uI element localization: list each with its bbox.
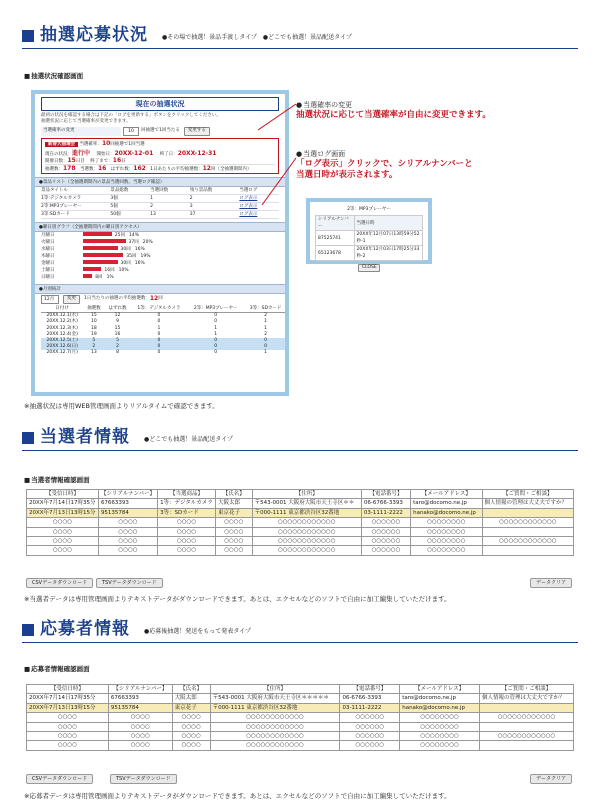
weekday-count: 16回 (104, 268, 115, 273)
daily-cell: 0 (214, 319, 218, 325)
popup-header-cell: 当選日時 (354, 216, 422, 231)
applicants-csv-button[interactable]: CSVデータダウンロード (26, 774, 93, 784)
popup-close-button[interactable]: CLOSE (358, 264, 380, 272)
prize-cell: 景品タイトル (41, 188, 68, 193)
prize-cell: 50個 (110, 212, 121, 217)
prize-cell: 2等:MP3プレーヤー (41, 204, 82, 209)
log-view-link[interactable]: ログ表示 (239, 196, 258, 201)
weekday-count: 25回 (114, 233, 125, 238)
table-cell: hanako@docomo.ne.jp (411, 508, 482, 517)
table-cell: 〒543-0001 大阪府大阪市天王寺区＊＊ (252, 499, 361, 508)
table-row (27, 527, 574, 536)
weekday-percent: 10% (118, 268, 129, 273)
popup-header-cell: シリアルナンバー (316, 216, 355, 231)
prize-cell: 3等:SDカード (41, 212, 70, 217)
winners-clear-button[interactable]: データクリア (530, 578, 572, 588)
month-select[interactable]: 12月 (41, 295, 59, 304)
subheading-applicants: ■ 応募者情報確認画面 (24, 664, 90, 673)
month-select-row: 12月 変更 1日当たりの抽選の平均抽選数： 12 回 (41, 295, 279, 304)
prize-cell: 1等:デジタルカメラ (41, 196, 82, 201)
prize-cell: 13 (150, 212, 156, 217)
section-title-winners (22, 428, 233, 446)
popup-cell: 20XX年12月07日13時59分52秒-1 (354, 231, 422, 246)
table-cell: ○○○○ (27, 741, 109, 750)
daily-header-cell: はずれ数 (108, 306, 127, 311)
table-cell: ○○○○ (158, 518, 216, 527)
callout-win-log: ● 当選ログ画面 「ログ表示」クリックで、シリアルナンバーと 当選日時が表示されます。 (296, 149, 473, 181)
weekday-percent: 20% (142, 240, 153, 245)
applicants-clear-button[interactable]: データクリア (530, 774, 572, 784)
table-cell: ○○○○○○○○ (411, 527, 482, 536)
prize-cell: 1 (150, 196, 153, 201)
header-cell: 【メールアドレス】 (400, 685, 480, 694)
prize-cell: 残り景品数 (189, 188, 213, 193)
table-cell (482, 546, 573, 555)
table-row (27, 546, 574, 555)
header-cell: 【氏名】 (216, 490, 253, 499)
section-title-applicants (22, 620, 251, 638)
daily-cell: 1 (264, 325, 268, 331)
table-cell: taro@docomo.ne.jp (411, 499, 482, 508)
table-cell: 03-1111-2222 (361, 508, 410, 517)
table-row (27, 713, 574, 722)
header-cell: 【氏名】 (172, 685, 210, 694)
daily-cell: 20XX.12.6(日) (46, 344, 78, 350)
section-tags: ●その場で抽選！景品手渡しタイプ ●どこでも抽選！景品配送タイプ (162, 34, 352, 41)
weekday-percent: 1% (106, 275, 114, 280)
weekday-percent: 14% (128, 233, 139, 238)
table-cell: 〒000-1111 東京都渋谷区32番地 (252, 508, 361, 517)
table-row (27, 703, 574, 712)
table-cell: ○○○○ (158, 537, 216, 546)
table-cell: taro@docomo.ne.jp (400, 694, 480, 703)
daily-cell: 2 (264, 313, 268, 319)
weekday-count: 30回 (120, 247, 131, 252)
popup-row (316, 231, 423, 246)
daily-cell: 20XX.12.4(金) (46, 331, 78, 337)
header-cell: 【住所】 (252, 490, 361, 499)
title-square-icon (22, 624, 34, 636)
table-cell: ○○○○○○○○○○○○ (252, 527, 361, 536)
prize-cell: 当選ログ (239, 188, 258, 193)
daily-cell: 0 (214, 338, 218, 344)
table-cell: 06-6766-3393 (340, 694, 400, 703)
daily-cell: 0 (157, 331, 161, 337)
table-cell: 67663393 (108, 694, 172, 703)
daily-header-cell: 抽選数 (87, 306, 101, 311)
table-cell: ○○○○○○ (340, 713, 400, 722)
header-cell: 【受信日時】 (27, 490, 99, 499)
header-cell: 【電話番号】 (361, 490, 410, 499)
daily-header-cell: 1等：デジタルカメラ (137, 306, 181, 311)
prize-list-bar: ●景品リスト（全抽選期間内の景品当選回数、当選ログ確認） (35, 177, 285, 187)
table-cell: ○○○○ (216, 546, 253, 555)
table-header (27, 490, 574, 499)
weekday-label: 火曜日 (41, 240, 55, 245)
table-cell: ○○○○○○○○ (400, 713, 480, 722)
weekday-graph-bar: ●曜日別グラフ（全抽選期間内の曜日別アクセス） (35, 222, 285, 232)
subheading-winners: ■ 当選者情報確認画面 (24, 475, 90, 484)
win-log-popup (306, 198, 432, 270)
table-cell: ○○○○○○○○○○○○ (252, 518, 361, 527)
table-cell: ○○○○○○○○○○○○ (482, 518, 573, 527)
title-square-icon (22, 432, 34, 444)
daily-cell: 18 (90, 325, 97, 331)
table-cell: ○○○○○○○○○○○○ (210, 741, 340, 750)
daily-cell: 5 (116, 338, 119, 344)
table-row (27, 518, 574, 527)
section-divider (22, 642, 578, 643)
daily-header (41, 306, 287, 313)
table-cell: 03-1111-2222 (340, 703, 400, 712)
rate-input[interactable]: 10 (123, 127, 139, 136)
table-cell: ○○○○○○○○ (400, 732, 480, 741)
prize-cell: 5個 (110, 204, 118, 209)
table-cell: ○○○○ (108, 741, 172, 750)
weekday-label: 水曜日 (41, 247, 55, 252)
table-cell: ○○○○ (216, 518, 253, 527)
table-cell: ○○○○ (108, 732, 172, 741)
table-cell: ○○○○○○○○ (400, 722, 480, 731)
daily-cell: 2 (264, 331, 268, 337)
table-cell: ○○○○ (216, 527, 253, 536)
campaign-badge: 新春大抽選会 (45, 142, 78, 147)
table-cell: ○○○○ (158, 546, 216, 555)
daily-cell: 20XX.12.3(木) (46, 325, 78, 331)
table-cell: ○○○○ (27, 722, 109, 731)
table-cell: 大阪太郎 (172, 694, 210, 703)
daily-cell: 0 (157, 319, 161, 325)
table-cell: ○○○○ (98, 546, 157, 555)
table-cell: 67663393 (98, 499, 157, 508)
table-cell: ○○○○ (216, 537, 253, 546)
table-cell: ○○○○○○○○ (411, 518, 482, 527)
table-row (27, 741, 574, 750)
section-divider (22, 450, 578, 451)
table-cell: ○○○○○○○○○○○○ (210, 732, 340, 741)
table-cell: ○○○○○○○○○○○○ (482, 537, 573, 546)
daily-cell: 2 (116, 344, 119, 350)
log-view-link[interactable]: ログ表示 (239, 212, 258, 217)
table-cell: 1等：デジタルカメラ (158, 499, 216, 508)
subheading-draw-status: ■ 抽選状況確認画面 (24, 71, 83, 80)
daily-cell: 20XX.12.2(木) (46, 319, 78, 325)
daily-cell: 15 (90, 313, 97, 319)
table-row (27, 732, 574, 741)
table-cell: ○○○○○○ (361, 537, 410, 546)
popup-header (316, 216, 423, 231)
daily-cell: 0 (214, 344, 218, 350)
weekday-percent: 16% (134, 261, 145, 266)
daily-cell: 10 (90, 319, 97, 325)
popup-cell: 87525741 (316, 231, 355, 246)
applicants-note: ※応募者データは専用管理画面よりテキストデータがダウンロードできます。あとは、エクセルなどのソフトで自由に加工編集していただけます。 (24, 792, 451, 800)
table-cell: 3等：SDカード (158, 508, 216, 517)
table-cell: 20XX年7月14日17時35分 (27, 499, 99, 508)
daily-cell: 0 (214, 313, 218, 319)
table-cell: ○○○○ (172, 713, 210, 722)
table-cell: 大阪太郎 (216, 499, 253, 508)
campaign-box: 新春大抽選会 当選確率：10回抽選で1回当選 現在の状況：進行中 開始日：20XX-12-01 終了日：20XX-12-31 開催日数：15日目 終了まで：16日 抽選数：178 当選数：16 はずれ数：162 1日あたりの平均抽選数：12回（全抽選期間内） (41, 138, 279, 174)
table-cell: ○○○○○○○○○○○○ (480, 713, 574, 722)
daily-stats-table (41, 306, 287, 357)
table-cell: ○○○○○○ (340, 741, 400, 750)
weekday-label: 金曜日 (41, 261, 55, 266)
daily-cell: 0 (264, 344, 268, 350)
table-cell: 個人情報の管理は大丈夫ですか？ (480, 694, 574, 703)
screen-intro: 最初の状況を確認する場合は下記の「ログを更新する」ボタンをクリックしてください。 抽選状況に応じて当選確率が変更できます。 (41, 113, 221, 124)
daily-header-cell: 日付け (55, 306, 69, 311)
prize-cell: 2 (150, 204, 153, 209)
header-cell: 【受信日時】 (27, 685, 109, 694)
table-cell (482, 527, 573, 536)
winners-note: ※当選者データは専用管理画面よりテキストデータがダウンロードできます。あとは、エクセルなどのソフトで自由に加工編集していただけます。 (24, 595, 451, 603)
daily-cell: 20XX.12.5(土) (46, 338, 78, 344)
table-cell: ○○○○○○ (361, 527, 410, 536)
table-header (27, 685, 574, 694)
table-cell: ○○○○ (27, 518, 99, 527)
daily-cell: 1 (214, 325, 218, 331)
table-row (27, 508, 574, 517)
table-cell: 〒000-1111 東京都渋谷区32番地 (210, 703, 340, 712)
rate-change-row: 当選確率の変更 10 回抽選で1回当たる 変更する (41, 127, 279, 136)
table-cell: 20XX年7月13日13時15分 (27, 508, 99, 517)
prize-cell: 2 (189, 196, 193, 201)
log-view-link[interactable]: ログ表示 (239, 204, 258, 209)
table-cell: ○○○○ (172, 722, 210, 731)
monthly-stats-bar: ●月別統計 (35, 284, 285, 294)
month-change-button[interactable]: 変更 (63, 295, 80, 304)
table-cell: ○○○○ (108, 713, 172, 722)
section-tags: ●応募後抽選！発送をもって発表タイプ (144, 628, 251, 635)
table-cell: ○○○○○○ (340, 722, 400, 731)
daily-cell: 8 (116, 350, 119, 356)
table-row (27, 537, 574, 546)
section-heading: 当選者情報 (40, 427, 130, 447)
daily-cell: 1 (157, 325, 161, 331)
daily-header-cell: 2等：MP3プレーヤー (193, 306, 238, 311)
table-cell: ○○○○○○○○ (411, 537, 482, 546)
applicants-table (26, 684, 574, 751)
weekday-label: 月曜日 (41, 233, 55, 238)
table-row (27, 722, 574, 731)
popup-title: 2等：MP3プレーヤー (347, 207, 391, 212)
callout-rate-change: ● 当選確率の変更 抽選状況に応じて当選確率が自由に変更できます。 (296, 100, 491, 121)
table-cell: ○○○○ (27, 537, 99, 546)
table-cell: ○○○○○○○○ (411, 546, 482, 555)
header-cell: 【シリアルナンバー】 (108, 685, 172, 694)
prize-cell: 当選回数 (150, 188, 169, 193)
daily-cell: 1 (264, 350, 268, 356)
daily-cell: 15 (114, 325, 121, 331)
daily-cell: 9 (116, 319, 119, 325)
table-cell: hanako@docomo.ne.jp (400, 703, 480, 712)
header-cell: 【シリアルナンバー】 (98, 490, 157, 499)
daily-cell: 1 (264, 319, 268, 325)
daily-cell: 2 (92, 344, 96, 350)
daily-cell: 0 (157, 313, 161, 319)
header-cell: 【住所】 (210, 685, 340, 694)
section-heading: 抽選応募状況 (40, 25, 148, 45)
screen-title: 現在の抽選状況 (41, 97, 279, 111)
weekday-count: 30回 (120, 261, 131, 266)
table-cell: ○○○○ (98, 537, 157, 546)
daily-cell: 0 (157, 344, 161, 350)
table-cell: ○○○○ (158, 527, 216, 536)
table-row (27, 694, 574, 703)
table-cell: ○○○○ (98, 518, 157, 527)
prize-cell: 景品総数 (110, 188, 129, 193)
prize-cell: 3 (189, 204, 193, 209)
daily-cell: 16 (114, 331, 121, 337)
table-cell (482, 508, 573, 517)
table-cell: ○○○○○○○○○○○○ (252, 546, 361, 555)
weekday-count: 35回 (126, 254, 137, 259)
applicants-tsv-button[interactable]: TSVデータダウンロード (110, 774, 177, 784)
table-cell (480, 741, 574, 750)
weekday-percent: 16% (134, 247, 145, 252)
daily-row (41, 350, 287, 356)
table-cell: 〒543-0001 大阪府大阪市天王寺区＊＊＊＊＊ (210, 694, 340, 703)
header-cell: 【当選商品】 (158, 490, 216, 499)
prize-cell: 3個 (110, 196, 118, 201)
winners-tsv-button[interactable]: TSVデータダウンロード (96, 578, 163, 588)
winners-csv-button[interactable]: CSVデータダウンロード (26, 578, 93, 588)
header-cell: 【ご質問・ご相談】 (482, 490, 573, 499)
weekday-label: 日曜日 (41, 275, 55, 280)
table-cell: ○○○○ (27, 527, 99, 536)
daily-cell: 0 (264, 338, 268, 344)
table-cell: 20XX年7月13日13時15分 (27, 703, 109, 712)
weekday-count: 8回 (95, 275, 103, 280)
table-cell: ○○○○ (172, 741, 210, 750)
header-cell: 【メールアドレス】 (411, 490, 482, 499)
weekday-percent: 19% (140, 254, 151, 259)
table-cell: ○○○○○○○○○○○○ (480, 732, 574, 741)
popup-cell: 65123678 (316, 246, 355, 261)
table-cell (480, 703, 574, 712)
winners-table (26, 489, 574, 556)
table-cell: 東京花子 (216, 508, 253, 517)
table-cell: 95135784 (108, 703, 172, 712)
table-cell: ○○○○ (27, 546, 99, 555)
table-cell: ○○○○○○ (361, 518, 410, 527)
header-cell: 【電話番号】 (340, 685, 400, 694)
daily-cell: 0 (157, 350, 161, 356)
table-cell: 東京花子 (172, 703, 210, 712)
daily-cell: 19 (90, 331, 97, 337)
popup-cell: 20XX年12月03日17時25分33秒-2 (354, 246, 422, 261)
table-cell: ○○○○○○○○○○○○ (210, 713, 340, 722)
table-cell: 20XX年7月14日17時35分 (27, 694, 109, 703)
table-cell: ○○○○○○ (340, 732, 400, 741)
daily-cell: 20XX.12.1(水) (46, 313, 78, 319)
section-heading: 応募者情報 (40, 619, 130, 639)
table-cell: ○○○○○○ (361, 546, 410, 555)
table-row (27, 499, 574, 508)
table-cell: ○○○○○○○○○○○○ (252, 537, 361, 546)
daily-cell: 20XX.12.7(月) (46, 350, 78, 356)
prize-cell: 37 (189, 212, 196, 217)
table-cell (480, 722, 574, 731)
table-cell: ○○○○ (27, 713, 109, 722)
header-cell: 【ご質問・ご相談】 (480, 685, 574, 694)
draw-status-note: ※抽選状況は専用WEB管理画面よりリアルタイムで確認できます。 (24, 402, 219, 410)
table-cell: 個人情報の管理は大丈夫ですか？ (482, 499, 573, 508)
table-cell: ○○○○ (108, 722, 172, 731)
table-cell: ○○○○ (98, 527, 157, 536)
weekday-count: 37回 (128, 240, 139, 245)
rate-change-button[interactable]: 変更する (184, 127, 210, 136)
daily-cell: 0 (157, 338, 161, 344)
weekday-label: 木曜日 (41, 254, 55, 259)
table-cell: ○○○○ (27, 732, 109, 741)
section-tags: ●どこでも抽選！景品配送タイプ (144, 436, 233, 443)
daily-cell: 5 (92, 338, 96, 344)
table-cell: 06-6766-3393 (361, 499, 410, 508)
daily-cell: 0 (214, 350, 218, 356)
popup-row (316, 246, 423, 261)
daily-cell: 13 (90, 350, 97, 356)
table-cell: 95135784 (98, 508, 157, 517)
daily-cell: 1 (214, 331, 218, 337)
daily-header-cell: 3等：SDカード (249, 306, 282, 311)
popup-table (315, 215, 423, 261)
table-cell: ○○○○ (172, 732, 210, 741)
daily-cell: 12 (114, 313, 121, 319)
weekday-label: 土曜日 (41, 268, 55, 273)
table-cell: ○○○○○○○○○○○○ (210, 722, 340, 731)
table-cell: ○○○○○○○○ (400, 741, 480, 750)
